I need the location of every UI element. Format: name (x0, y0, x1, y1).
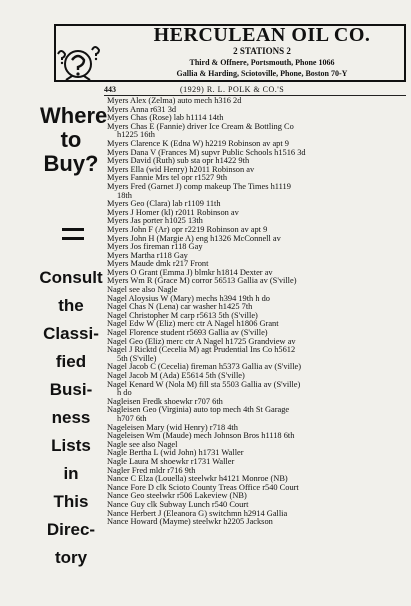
promo-line: in (63, 464, 79, 483)
directory-entry: Myers Ella (wid Henry) h2011 Robinson av (107, 165, 255, 174)
directory-entry-continuation: h707 6th (117, 414, 147, 423)
directory-entry: Nagel Florence student r5693 Gallia av (S'ville) (107, 329, 268, 338)
directory-entry: Myers David (Ruth) sub sta opr h1422 9th (107, 157, 250, 166)
directory-entry: Nagle see also Nagel (107, 440, 178, 449)
promo-line: ness (51, 408, 91, 427)
directory-entry: Myers Clarence K (Edna W) h2219 Robinson av apt 9 (107, 139, 289, 148)
directory-entry: Nagleisen Fredk shoewkr r707 6th (107, 397, 223, 406)
page-number: 443 (104, 85, 116, 94)
directory-entry: Nance Guy clk Subway Lunch r540 Court (107, 500, 249, 509)
directory-entry: Nagel Edw W (Eliz) merc ctr A Nagel h1806 Grant (107, 320, 279, 329)
promo-line: Lists (51, 436, 91, 455)
directory-entry: Nance Fore D clk Scioto County Treas Office r540 Court (107, 483, 299, 492)
directory-entry: Nagel Christopher M carp r5613 5th (S'ville) (107, 311, 258, 320)
directory-entry: Nagleisen Geo (Virginia) auto top mech 4th St Garage (107, 406, 290, 415)
directory-entry: Nagel Chas N (Lena) car washer h1425 7th (107, 303, 253, 312)
directory-entry-continuation: 5th (S'ville) (117, 354, 157, 363)
directory-entry: Nagel see also Nagle (107, 286, 178, 295)
directory-entry: Nance Herbert J (Eleanora G) switchmn h2914 Gallia (107, 509, 288, 518)
where-to-buy-promo (40, 103, 108, 176)
directory-entry: Myers Chas (Rose) lab h1114 14th (107, 114, 224, 123)
directory-entry: Myers Anna r631 3d (107, 105, 177, 114)
directory-entry: Myers Martha r118 Gay (107, 251, 188, 260)
directory-entry: Nagel Geo (Eliz) merc ctr A Nagel h1725 Grandview av (107, 337, 296, 346)
directory-entry: Nageleisen Mary (wid Henry) r718 4th (107, 423, 238, 432)
ad-address-line-1: Third & Offnere, Portsmouth, Phone 1066 (189, 58, 335, 67)
header-rule (104, 95, 406, 96)
directory-entry: Myers Jos fireman r118 Gay (107, 243, 203, 252)
directory-entry: Nageleisen Wm (Maude) mech Johnson Bros h1118 6th (107, 432, 295, 441)
directory-entry: Myers John F (Ar) opr r2219 Robinson av apt 9 (107, 225, 268, 234)
directory-entry: Myers Fannie Mrs tel opr r1527 9th (107, 174, 228, 183)
promo-line: to (60, 127, 82, 152)
equals-sign-divider (62, 228, 84, 240)
directory-entry: Myers Alex (Zelma) auto mech h316 2d (107, 97, 242, 105)
directory-entry: Nagel J Ricktd (Cecelia M) agt Prudential Ins Co h5612 (107, 346, 296, 355)
promo-line: Classi- (43, 324, 99, 343)
directory-entry: Myers Chas E (Fannie) driver Ice Cream & Bottling Co (107, 122, 294, 131)
promo-line: tory (54, 548, 88, 567)
directory-entry: Nance C Elza (Louella) steelwkr h4121 Monroe (NB) (107, 475, 288, 484)
directory-entry: Myers John H (Margie A) eng h1326 McConnell av (107, 234, 281, 243)
directory-entry: Myers Wm R (Grace M) corror 56513 Gallia av (S'ville) (107, 277, 297, 286)
directory-entry-continuation: 18th (117, 191, 132, 200)
directory-entry: Nance Howard (Mayme) steelwkr h2205 Jackson (107, 518, 273, 527)
promo-line: Busi- (49, 380, 93, 399)
running-head-title: (1929) R. L. POLK & CO.'S (180, 85, 285, 94)
directory-entry: Myers J Homer (kl) r2011 Robinson av (107, 208, 239, 217)
directory-entry: Myers Fred (Garnet J) comp makeup The Times h1119 (107, 182, 291, 191)
directory-entry: Nagle Laura M shoewkr r1731 Waller (107, 457, 235, 466)
ad-address-line-2: Gallia & Harding, Sciotoville, Phone, Boston 70-Y (176, 69, 348, 78)
directory-entries (107, 97, 407, 527)
promo-line: fied (55, 352, 87, 371)
directory-entry-continuation: h do (117, 389, 132, 398)
promo-line: Where (40, 103, 108, 128)
promo-line: the (58, 296, 84, 315)
directory-entry: Nagel Aloysius W (Mary) mechs h394 19th h do (107, 294, 270, 303)
consult-directory-promo (36, 264, 106, 572)
promo-line: Direc- (46, 520, 96, 539)
directory-entry: Myers Geo (Clara) lab r1109 11th (107, 200, 221, 209)
directory-entry: Myers O Grant (Emma J) blmkr h1814 Dexter av (107, 268, 273, 277)
directory-entry: Nagel Kenard W (Nola M) fill sta 5503 Gallia av (S'ville) (107, 380, 301, 389)
promo-line: Buy? (43, 151, 99, 176)
directory-entry-continuation: h1225 16th (117, 131, 155, 140)
directory-entry: Nance Geo steelwkr r506 Lakeview (NB) (107, 492, 247, 501)
promo-line: Consult (39, 268, 103, 287)
directory-entry: Nagel Jacob M (Ada) E5614 5th (S'ville) (107, 372, 245, 380)
directory-entry: Myers Jas porter h1025 13th (107, 217, 203, 226)
directory-entry: Myers Maude dmk r217 Front (107, 260, 209, 269)
ad-stations: 2 STATIONS 2 (233, 46, 291, 56)
directory-entry: Nagel Jacob C (Cecelia) fireman h5373 Gallia av (S'ville) (107, 363, 302, 372)
directory-entry: Nagler Fred mldr r716 9th (107, 466, 196, 475)
directory-entry: Nagle Bertha L (wid John) h1731 Waller (107, 449, 244, 458)
ad-title: HERCULEAN OIL CO. (153, 24, 371, 46)
promo-line: This (53, 492, 89, 511)
directory-entry: Myers Dana V (Frances M) supvr Public Schools h1516 3d (107, 148, 306, 157)
